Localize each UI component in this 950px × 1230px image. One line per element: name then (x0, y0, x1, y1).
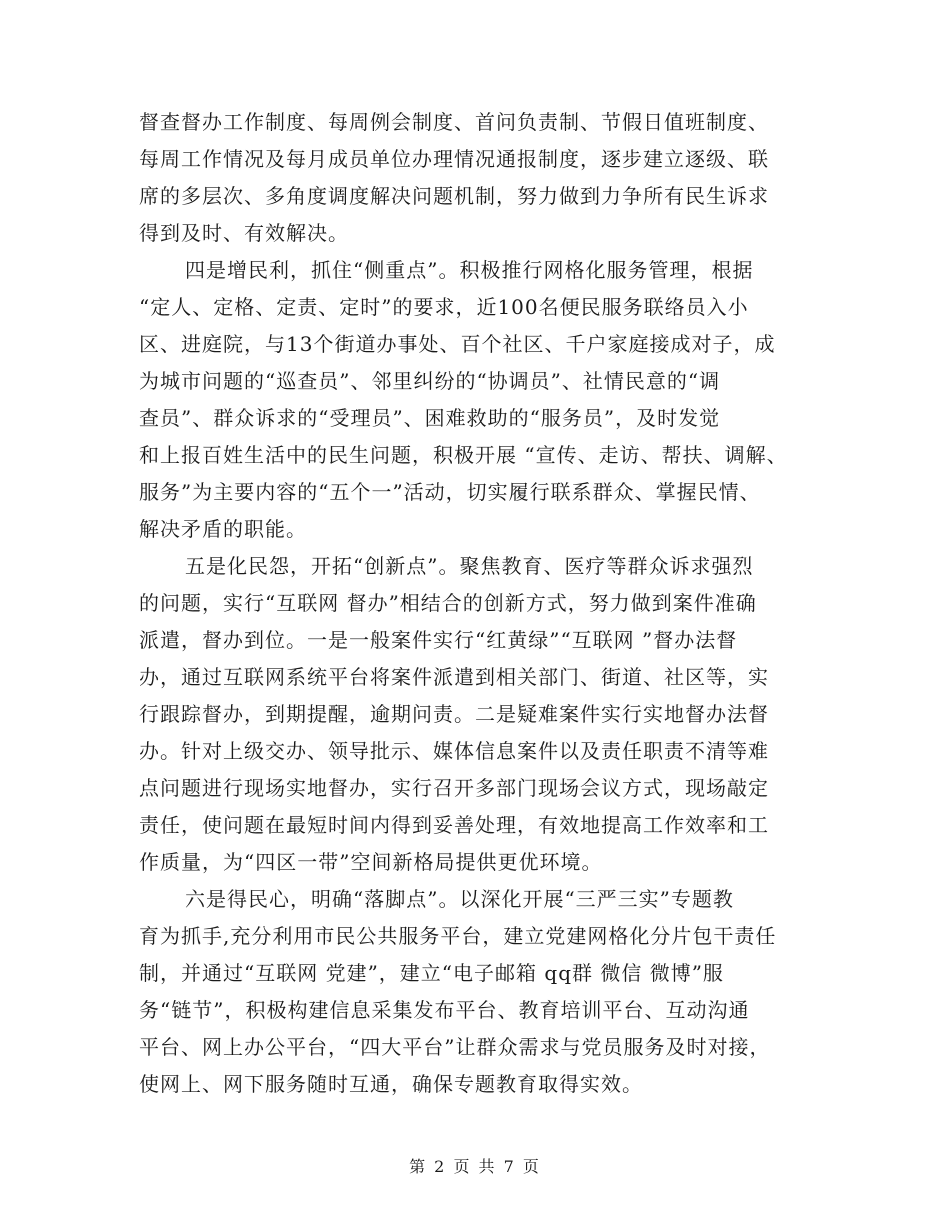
text-line: 区、进庭院，与13个街道办事处、百个社区、千户家庭接成对子，成 (139, 332, 776, 356)
text-line: 每周工作情况及每月成员单位办理情况通报制度，逐步建立逐级、联 (139, 147, 769, 171)
text-line: 服务”为主要内容的“五个一”活动，切实履行联系群众、掌握民情、 (139, 480, 761, 504)
text-line: 使网上、网下服务随时互通，确保专题教育取得实效。 (139, 1072, 643, 1096)
text-line: 育为抓手,充分利用市民公共服务平台，建立党建网格化分片包干责任 (139, 924, 777, 948)
text-line: 点问题进行现场实地督办，实行召开多部门现场会议方式，现场敲定 (139, 776, 769, 800)
text-line: 行跟踪督办，到期提醒，逾期问责。二是疑难案件实行实地督办法督 (139, 702, 769, 726)
text-line: 五是化民怨，开拓“创新点”。聚焦教育、医疗等群众诉求强烈 (185, 554, 754, 578)
text-line: 席的多层次、多角度调度解决问题机制，努力做到力争所有民生诉求 (139, 184, 769, 208)
text-line: 办。针对上级交办、领导批示、媒体信息案件以及责任职责不清等难 (139, 739, 769, 763)
text-line: 作质量，为“四区一带”空间新格局提供更优环境。 (139, 850, 603, 874)
text-line: 四是增民利，抓住“侧重点”。积极推行网格化服务管理，根据 (185, 258, 754, 282)
body-text (139, 104, 819, 1103)
page-number-footer: 第 2 页 共 7 页 (409, 1157, 541, 1176)
text-line: 和上报百姓生活中的民生问题，积极开展 “宣传、走访、帮扶、调解、 (139, 443, 788, 467)
text-line: 平台、网上办公平台，“四大平台”让群众需求与党员服务及时对接， (139, 1035, 771, 1059)
text-line: 的问题，实行“互联网 督办”相结合的创新方式，努力做到案件准确 (139, 591, 757, 615)
text-line: 责任，使问题在最短时间内得到妥善处理，有效地提高工作效率和工 (139, 813, 769, 837)
text-line: 六是得民心，明确“落脚点”。以深化开展“三严三实”专题教 (185, 887, 734, 911)
text-line: 务“链节”，积极构建信息采集发布平台、教育培训平台、互动沟通 (139, 998, 750, 1022)
text-line: 督查督办工作制度、每周例会制度、首问负责制、节假日值班制度、 (139, 110, 769, 134)
text-line: 解决矛盾的职能。 (139, 517, 307, 541)
text-line: 制，并通过“互联网 党建”，建立“电子邮箱 qq群 微信 微博”服 (139, 961, 724, 985)
text-line: 办，通过互联网系统平台将案件派遣到相关部门、街道、社区等，实 (139, 665, 769, 689)
text-line: 得到及时、有效解决。 (139, 221, 349, 245)
text-line: 派遣，督办到位。一是一般案件实行“红黄绿”“互联网 ”督办法督 (139, 628, 738, 652)
text-line: “定人、定格、定责、定时”的要求，近100名便民服务联络员入小 (139, 295, 749, 319)
text-line: 查员”、群众诉求的“受理员”、困难救助的“服务员”，及时发觉 (139, 406, 721, 430)
text-line: 为城市问题的“巡查员”、邻里纠纷的“协调员”、社情民意的“调 (139, 369, 721, 393)
